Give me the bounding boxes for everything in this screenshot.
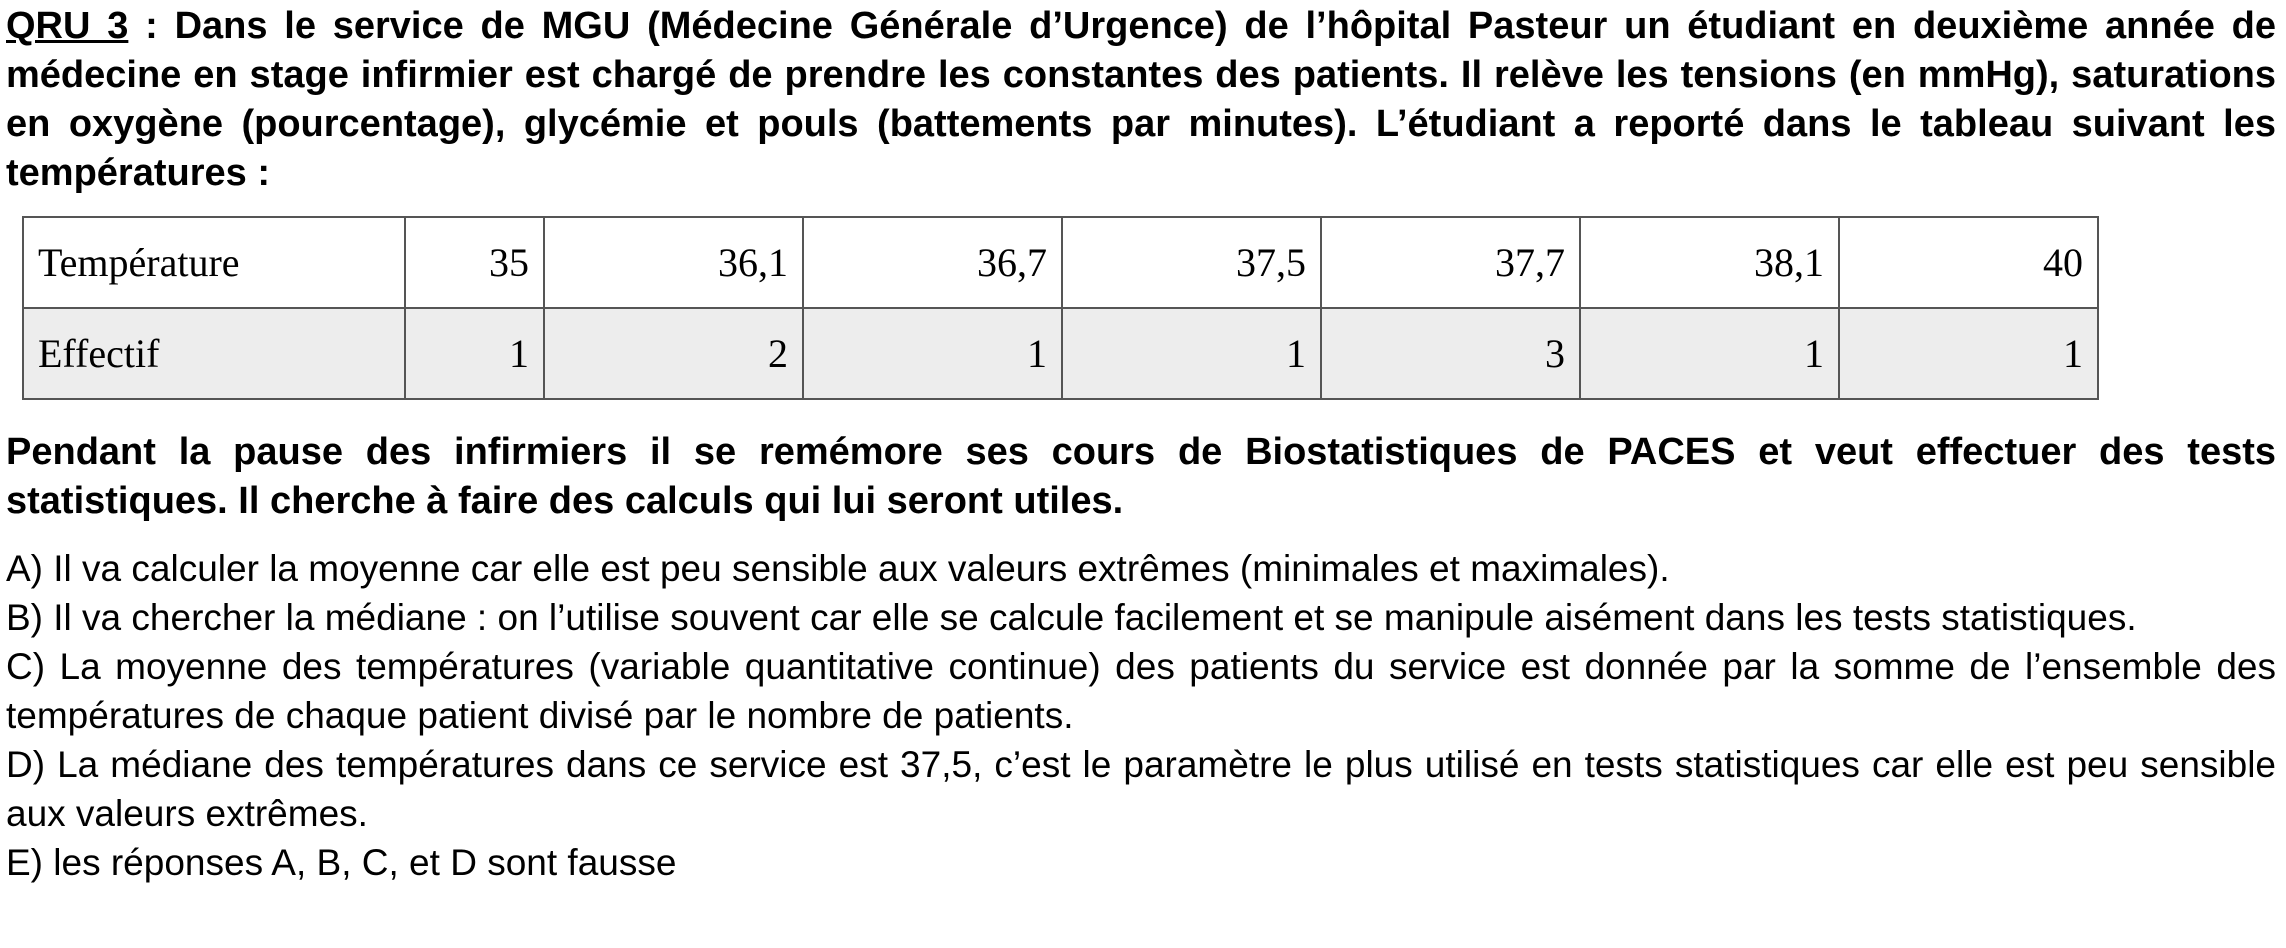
effectif-cell: 1 <box>1580 308 1839 399</box>
question-label: QRU 3 <box>6 5 129 47</box>
effectif-cell: 2 <box>544 308 803 399</box>
effectif-cell: 1 <box>1062 308 1321 399</box>
temperature-cell: 36,7 <box>803 217 1062 308</box>
option-b: B) Il va chercher la médiane : on l’utilise souvent car elle se calcule facilement et se manipule aisément dans les tests statistiques. <box>6 597 2137 638</box>
option-c: C) La moyenne des températures (variable quantitative continue) des patients du service est donnée par la somme de l’ensemble des températures de chaque patient divisé par le nombre de patients. <box>6 646 2276 736</box>
temperature-cell: 38,1 <box>1580 217 1839 308</box>
temperature-table <box>22 216 2099 400</box>
effectif-cell: 1 <box>405 308 544 399</box>
temperature-cell: 37,5 <box>1062 217 1321 308</box>
question-body <box>6 428 2276 887</box>
option-d: D) La médiane des températures dans ce service est 37,5, c’est le paramètre le plus utilisé en tests statistiques car elle est peu sensible aux valeurs extrêmes. <box>6 744 2276 834</box>
effectif-cell: 1 <box>803 308 1062 399</box>
answer-options <box>6 544 2276 887</box>
temperature-row <box>23 217 2098 308</box>
question-intro <box>6 0 2276 198</box>
question-separator: : <box>128 5 175 47</box>
effectif-cell: 3 <box>1321 308 1580 399</box>
question-text: Dans le service de MGU (Médecine Générale d’Urgence) de l’hôpital Pasteur un étudiant en deuxième année de médecine en stage infirmier est chargé de prendre les constantes des patients. Il relève les tensions (en mmHg), saturations en oxygène (pourcentage), glycémie et pouls (battements par minutes). L’étudiant a reporté dans le tableau suivant les températures : <box>6 5 2276 194</box>
temperature-cell: 35 <box>405 217 544 308</box>
temperature-table-wrapper <box>22 216 2099 400</box>
effectif-cell: 1 <box>1839 308 2098 399</box>
option-a: A) Il va calculer la moyenne car elle est peu sensible aux valeurs extrêmes (minimales et maximales). <box>6 548 1670 589</box>
temperature-cell: 37,7 <box>1321 217 1580 308</box>
effectif-row <box>23 308 2098 399</box>
temperature-row-header: Température <box>23 217 405 308</box>
temperature-cell: 36,1 <box>544 217 803 308</box>
option-e: E) les réponses A, B, C, et D sont fausse <box>6 842 677 883</box>
effectif-row-header: Effectif <box>23 308 405 399</box>
page <box>6 0 2276 198</box>
temperature-cell: 40 <box>1839 217 2098 308</box>
pause-paragraph: Pendant la pause des infirmiers il se remémore ses cours de Biostatistiques de PACES et veut effectuer des tests statistiques. Il cherche à faire des calculs qui lui seront utiles. <box>6 431 2276 522</box>
